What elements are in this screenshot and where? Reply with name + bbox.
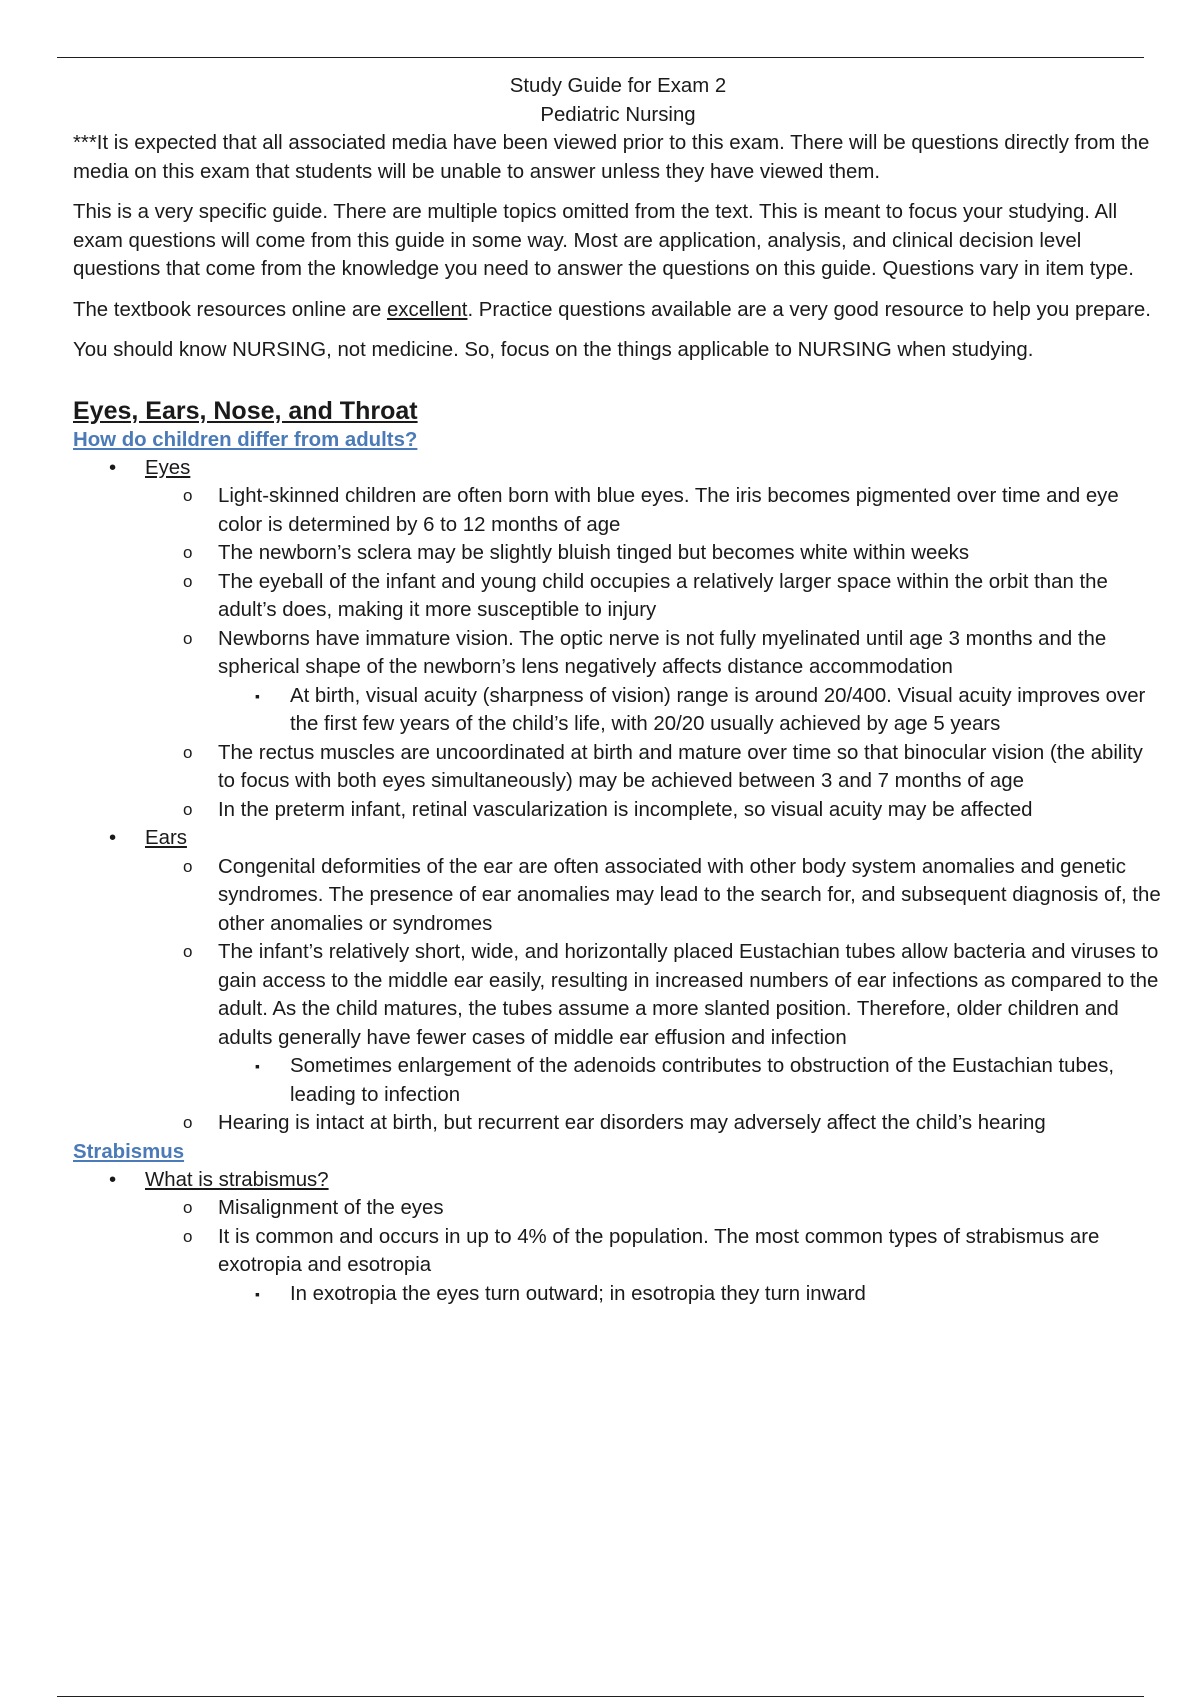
list-item <box>73 796 1163 825</box>
footer-rule <box>57 1696 1144 1697</box>
document-subtitle: Pediatric Nursing <box>540 103 696 126</box>
circle-bullet-icon: o <box>183 486 193 505</box>
list-item <box>73 625 1163 739</box>
subheading-children-vs-adults: How do children differ from adults? <box>73 428 418 451</box>
eyes-item-text: Newborns have immature vision. The optic nerve is not fully myelinated until age 3 months and the spherical shape of the newborn’s lens negatively affects distance accommodation <box>218 627 1107 678</box>
bullet-icon: • <box>109 827 117 849</box>
ears-subitem-text: Sometimes enlargement of the adenoids contributes to obstruction of the Eustachian tubes, leading to infection <box>290 1055 1115 1106</box>
circle-bullet-icon: o <box>183 856 193 876</box>
intro-nursing-note: You should know NURSING, not medicine. So, focus on the things applicable to NURSING when studying. <box>73 339 1034 361</box>
circle-bullet-icon: o <box>183 571 193 591</box>
bullet-icon: • <box>109 456 117 479</box>
list-item <box>73 482 1163 539</box>
eyes-item-text: The eyeball of the infant and young child occupies a relatively larger space within the orbit than the adult’s does, making it more susceptible to injury <box>218 570 1108 621</box>
ears-item-text: Congenital deformities of the ear are often associated with other body system anomalies and genetic syndromes. The presence of ear anomalies may lead to the search for, and subsequent diagnosis of, the other anomalies or syndromes <box>218 855 1161 935</box>
circle-bullet-icon: o <box>183 799 193 819</box>
list-item <box>73 938 1163 1109</box>
circle-bullet-icon: o <box>183 1113 193 1132</box>
section-heading: Eyes, Ears, Nose, and Throat <box>73 396 418 425</box>
resources-text-start: The textbook resources online are <box>73 298 387 321</box>
list-item <box>73 739 1163 796</box>
list-item <box>73 682 1163 739</box>
circle-bullet-icon: o <box>183 942 193 961</box>
strabismus-question-label: What is strabismus? <box>145 1168 329 1191</box>
ears-item-text: Hearing is intact at birth, but recurrent ear disorders may adversely affect the child’s hearing <box>218 1112 1046 1134</box>
circle-bullet-icon: o <box>183 742 193 762</box>
eyes-list <box>73 482 1163 824</box>
list-item <box>73 539 1163 568</box>
strabismus-sublist <box>73 1280 1163 1309</box>
list-item <box>73 568 1163 625</box>
list-item-eyes <box>73 454 1163 825</box>
excellent-underlined-word: excellent <box>386 298 468 321</box>
bullet-icon: • <box>109 1168 117 1191</box>
ears-item-text: The infant’s relatively short, wide, and horizontally placed Eustachian tubes allow bacteria and viruses to gain access to the middle ear easily, resulting in increased numbers of ear infections as compared to the adult. As the child matures, the tubes assume a more slanted position. Therefore, older children and adults generally have fewer cases of middle ear effusion and infection <box>218 941 1159 1049</box>
children-differences-list <box>73 454 1163 1138</box>
circle-bullet-icon: o <box>183 1198 193 1217</box>
document-body <box>73 72 1163 1308</box>
resources-text-end: . Practice questions available are a very good resource to help you prepare. <box>467 298 1151 321</box>
ears-label: Ears <box>145 827 187 849</box>
list-item <box>73 1052 1163 1109</box>
header-rule <box>57 57 1144 58</box>
ears-sublist <box>73 1052 1163 1109</box>
circle-bullet-icon: o <box>183 1226 193 1246</box>
eyes-item-text: The newborn’s sclera may be slightly bluish tinged but becomes white within weeks <box>218 542 970 564</box>
list-item <box>73 853 1163 939</box>
circle-bullet-icon: o <box>183 628 193 648</box>
intro-guide-note: This is a very specific guide. There are multiple topics omitted from the text. This is meant to focus your studying. All exam questions will come from this guide in some way. Most are application, analysis, and clinical decision level questions that come from the knowledge you need to answer the questions on this guide. Questions vary in item type. <box>73 201 1134 280</box>
subheading-strabismus: Strabismus <box>73 1140 185 1163</box>
square-bullet-icon: ▪ <box>255 1058 260 1074</box>
list-item <box>73 1223 1163 1309</box>
strabismus-item-text: It is common and occurs in up to 4% of the population. The most common types of strabismus are exotropia and esotropia <box>218 1225 1100 1276</box>
square-bullet-icon: ▪ <box>255 687 260 704</box>
intro-media-note: ***It is expected that all associated media have been viewed prior to this exam. There will be questions directly from the media on this exam that students will be unable to answer unless they have viewed them. <box>73 132 1150 183</box>
list-item <box>73 1280 1163 1309</box>
strabismus-items <box>73 1194 1163 1308</box>
intro-resources-note <box>73 296 1163 325</box>
eyes-item-text: In the preterm infant, retinal vascularization is incomplete, so visual acuity may be affected <box>218 798 1033 821</box>
ears-list <box>73 853 1163 1138</box>
eyes-item-text: Light-skinned children are often born with blue eyes. The iris becomes pigmented over time and eye color is determined by 6 to 12 months of age <box>218 485 1119 536</box>
document-title: Study Guide for Exam 2 <box>509 75 727 97</box>
list-item-what-is-strabismus <box>73 1166 1163 1309</box>
circle-bullet-icon: o <box>183 543 193 562</box>
strabismus-subitem-text: In exotropia the eyes turn outward; in esotropia they turn inward <box>290 1282 866 1305</box>
eyes-sublist <box>73 682 1163 739</box>
strabismus-item-text: Misalignment of the eyes <box>218 1197 444 1219</box>
square-bullet-icon: ▪ <box>255 1285 260 1302</box>
eyes-item-text: The rectus muscles are uncoordinated at birth and mature over time so that binocular vision (the ability to focus with both eyes simultaneously) may be achieved between 3 and 7 months of age <box>218 741 1143 792</box>
list-item <box>73 1109 1163 1138</box>
eyes-subitem-text: At birth, visual acuity (sharpness of vision) range is around 20/400. Visual acuity improves over the first few years of the child’s life, with 20/20 usually achieved by age 5 years <box>290 684 1146 735</box>
list-item-ears <box>73 824 1163 1138</box>
list-item <box>73 1194 1163 1223</box>
eyes-label: Eyes <box>145 456 191 479</box>
strabismus-list <box>73 1166 1163 1309</box>
